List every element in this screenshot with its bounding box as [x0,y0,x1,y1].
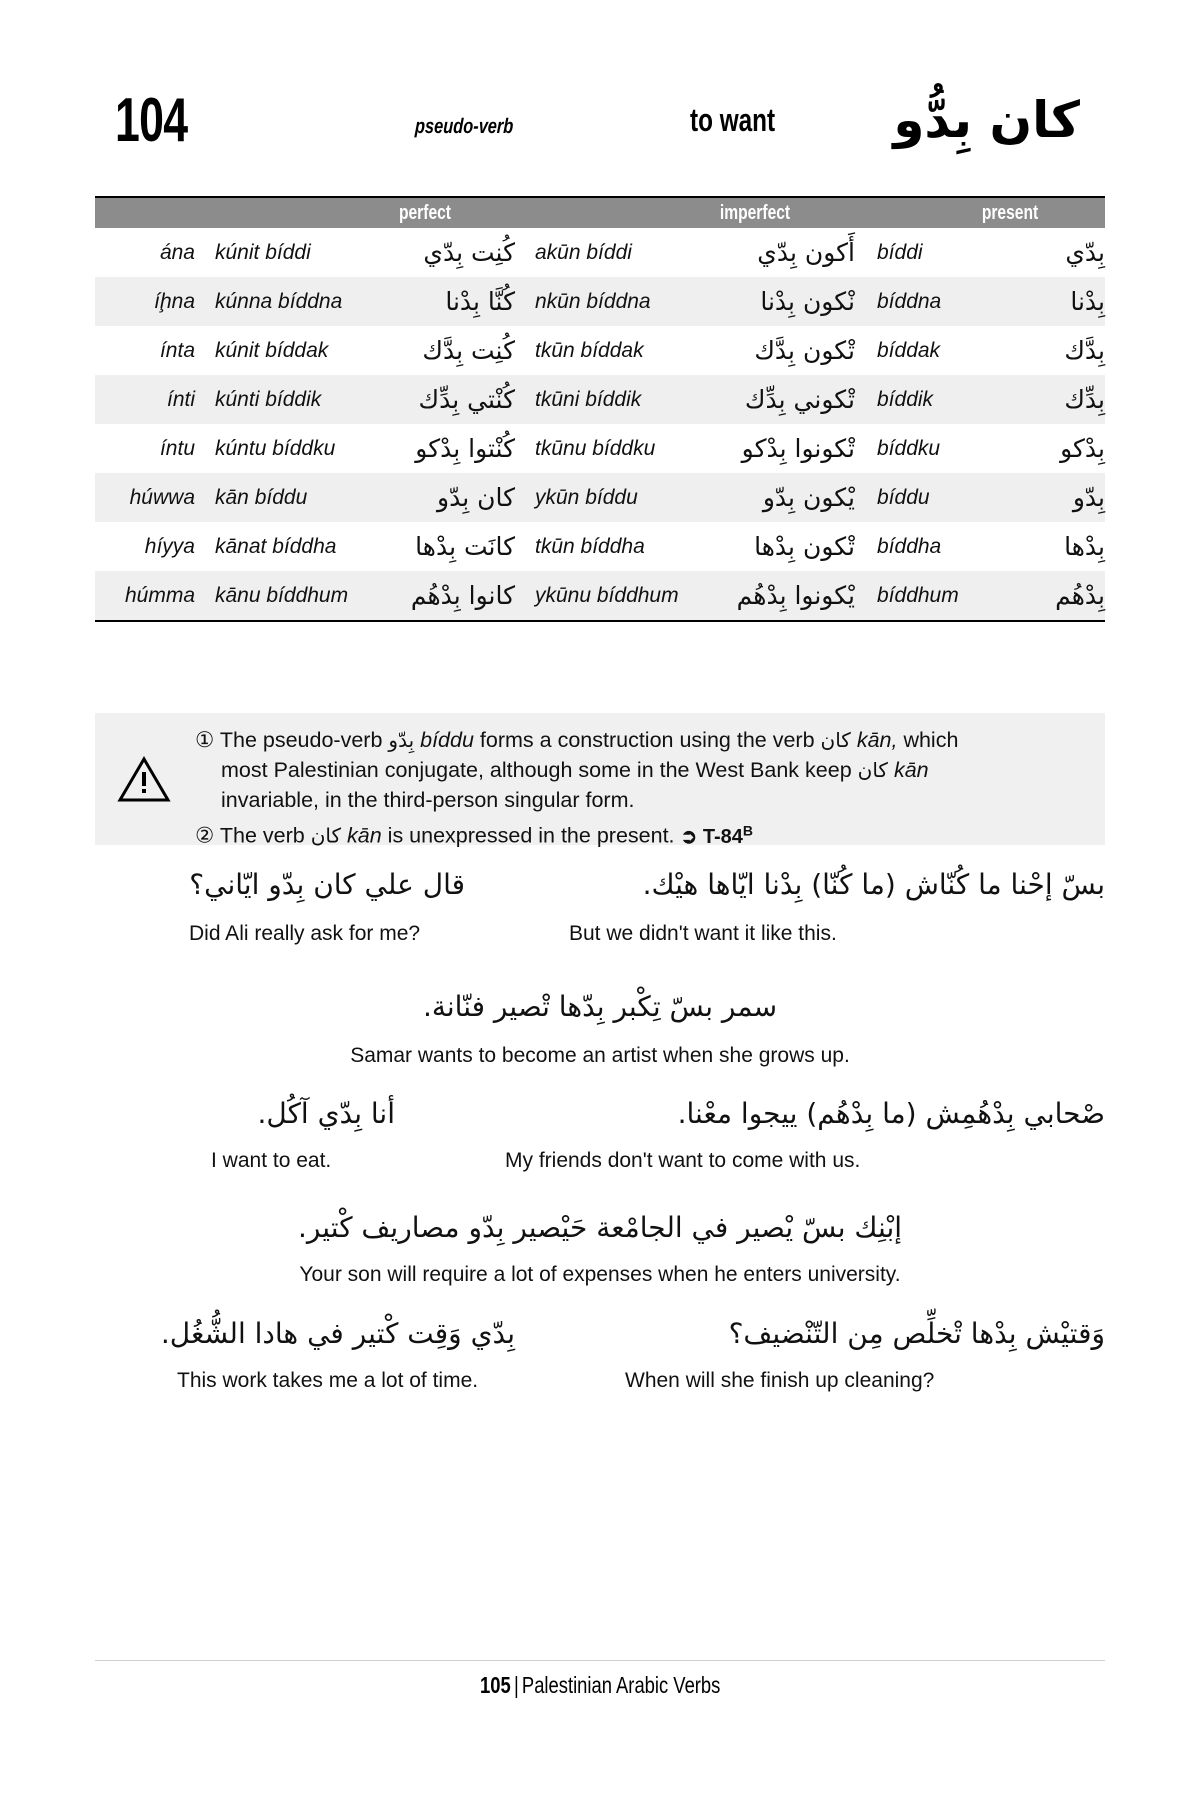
footer-book-title: Palestinian Arabic Verbs [521,1672,721,1698]
present-translit: bíddi [877,240,923,264]
column-header-perfect: perfect [398,201,452,224]
present-arabic: بِدّي [1065,238,1105,267]
perfect-translit: kúnit bíddak [215,338,329,362]
example-row [95,1091,1105,1199]
verb-arabic-title: كان بِدُّو [893,91,1080,149]
perfect-translit: kúnti bíddik [215,387,322,411]
present-arabic: بِدِّك [1064,385,1105,414]
pronoun: ínta [159,338,195,362]
table-row [95,326,1105,375]
perfect-translit: kúnit bíddi [215,240,311,264]
example-english: Did Ali really ask for me? [189,922,421,945]
example-row [95,974,1105,1091]
imperfect-arabic: تْكون بِدَّك [754,336,855,365]
perfect-arabic: كُنِت بِدَّك [422,336,515,365]
present-arabic: بِدَّك [1064,336,1105,365]
present-translit: bíddku [877,436,941,460]
imperfect-translit: akūn bíddi [535,240,632,264]
example-english: When will she finish up cleaning? [625,1369,935,1392]
present-translit: bíddu [877,485,930,509]
example-arabic: صْحابي بِدْهُمِش (ما بِدْهُم) ييجوا معْنا. [677,1097,1105,1130]
table-header-row [95,198,1105,228]
present-translit: bíddna [877,289,942,313]
perfect-translit: kān bíddu [215,485,308,509]
perfect-translit: kānu bíddhum [215,583,349,607]
note-1-translit-kan: kān, [856,728,898,752]
present-arabic: بِدْها [1064,532,1105,561]
table-row [95,375,1105,424]
verb-meaning: to want [690,102,776,138]
example-item [175,862,465,950]
pronoun: ána [159,240,195,264]
note-1-text-a: The pseudo-verb [219,728,383,752]
note-2-translit-kan: kān [893,758,929,782]
footer-separator: | [513,1672,519,1698]
example-item [195,1091,395,1177]
imperfect-translit: ykūn bíddu [535,485,638,509]
example-item [395,1091,1105,1177]
imperfect-translit: nkūn bíddna [535,289,651,313]
perfect-translit: kānat bíddha [215,534,337,558]
column-header-imperfect: imperfect [719,201,791,224]
perfect-arabic: كُنْتوا بِدْكو [415,434,515,463]
perfect-arabic: كان بِدّو [437,483,515,512]
present-translit: bíddhum [877,583,959,607]
note-line-4 [195,815,1089,852]
xref-label: T-84 [702,825,743,848]
imperfect-arabic: يْكونوا بِدْهُم [736,581,855,610]
note-line-2 [195,755,1089,785]
perfect-arabic: كُنْتي بِدِّك [418,385,515,414]
imperfect-arabic: نْكون بِدْنا [760,287,855,316]
imperfect-arabic: تْكونوا بِدْكو [741,434,855,463]
note-line-3: invariable, in the third-person singular form. [221,788,635,812]
warning-triangle-icon [117,755,171,803]
note-lines [195,725,1089,852]
note-1-arabic-kan: كان [820,728,851,752]
imperfect-arabic: يْكون بِدّو [762,483,855,512]
imperfect-translit: tkūni bíddik [535,387,642,411]
note-1-text-c: forms a construction using the verb [479,728,815,752]
example-arabic: أنا بِدّي آكُل. [257,1097,395,1130]
present-arabic: بِدّو [1072,483,1105,512]
notes-box [95,713,1105,848]
imperfect-translit: tkūn bíddha [535,534,645,558]
example-item [465,862,1105,950]
perfect-translit: kúnna bíddna [215,289,343,313]
imperfect-translit: ykūnu bíddhum [535,583,679,607]
example-arabic: سمر بسّ تِكْبر بِدّها تْصير فنّانة. [422,990,778,1023]
example-arabic: قال علي كان بِدّو ايّاني؟ [189,868,465,901]
pronoun: híyya [144,534,195,558]
example-arabic: وَقتيْش بِدْها تْخلِّص مِن التّنْضيف؟ [728,1317,1105,1350]
pronoun: íntu [159,436,195,460]
perfect-arabic: كانوا بِدْهُم [410,581,515,610]
example-arabic: إبْنِك بسّ يْصير في الجامْعة حَيْصير بِدّو مصاريف كْتير. [297,1211,903,1244]
verb-type-label: pseudo-verb [414,115,514,138]
imperfect-arabic: تْكوني بِدِّك [744,385,855,414]
note-1-arabic-biddu: بِدّو [388,728,415,752]
perfect-arabic: كُنَّا بِدْنا [445,287,515,316]
note-4-text-a: The verb [219,823,305,848]
example-item [95,984,1105,1072]
column-header-present: present [981,201,1039,224]
example-english: Your son will require a lot of expenses when he enters university. [299,1263,901,1286]
footer-divider [95,1660,1105,1661]
imperfect-translit: tkūnu bíddku [535,436,656,460]
table-row [95,571,1105,620]
note-line-1 [195,725,1089,755]
table-row [95,424,1105,473]
table-row [95,228,1105,277]
imperfect-translit: tkūn bíddak [535,338,644,362]
pronoun: íḩna [154,289,195,313]
example-item [95,1205,1105,1291]
example-english: But we didn't want it like this. [569,922,837,945]
cross-reference-link[interactable] [680,822,753,848]
perfect-translit: kúntu bíddku [215,436,336,460]
imperfect-arabic: تْكون بِدْها [754,532,855,561]
pronoun: ínti [166,387,195,411]
footer-page-number: 105 [479,1672,511,1698]
pronoun: húwwa [129,485,195,509]
example-english: I want to eat. [211,1149,332,1172]
page-footer [0,1672,1200,1699]
present-translit: bíddak [877,338,941,362]
example-english: This work takes me a lot of time. [177,1369,479,1392]
example-row [95,1199,1105,1311]
example-sentences [95,862,1105,1419]
perfect-arabic: كُنِت بِدّي [423,238,515,267]
example-item [155,1311,515,1397]
note-1-text-e: which [903,728,959,752]
present-translit: bíddik [877,387,934,411]
present-arabic: بِدْكو [1060,434,1105,463]
note-4-translit-kan: kān [347,823,382,848]
note-1-translit-biddu: bíddu [420,728,474,752]
present-arabic: بِدْنا [1070,287,1105,316]
note-2-text-a: most Palestinian conjugate, although some in the West Bank keep [221,758,852,782]
example-arabic: بسّ إحْنا ما كُنّاش (ما كُنّا) بِدْنا ايّاها هيْك. [642,868,1105,901]
present-translit: bíddha [877,534,942,558]
pronoun: húmma [124,583,195,607]
verb-number: 104 [115,86,188,155]
perfect-arabic: كانَت بِدْها [415,532,515,561]
table-row [95,277,1105,326]
xref-arrow-icon: ➲ [680,825,698,848]
example-row [95,1311,1105,1419]
table-row [95,522,1105,571]
table-row [95,473,1105,522]
present-arabic: بِدْهُم [1055,581,1105,610]
note-marker-1: ① [195,728,215,752]
note-marker-2: ② [195,823,215,848]
note-4-text-c: is unexpressed in the present. [387,823,675,848]
imperfect-arabic: أَكون بِدّي [757,238,855,267]
conjugation-table [95,196,1105,622]
example-english: My friends don't want to come with us. [505,1149,861,1172]
xref-superscript: B [742,822,753,838]
note-4-arabic-kan: كان [310,823,342,848]
example-row [95,862,1105,974]
page-header [95,85,1105,175]
note-2-arabic-kan: كان [857,758,888,782]
example-english: Samar wants to become an artist when she grows up. [350,1044,850,1067]
example-item [515,1311,1105,1397]
example-arabic: بِدّي وَقِت كْتير في هادا الشُّغُل. [160,1317,515,1350]
